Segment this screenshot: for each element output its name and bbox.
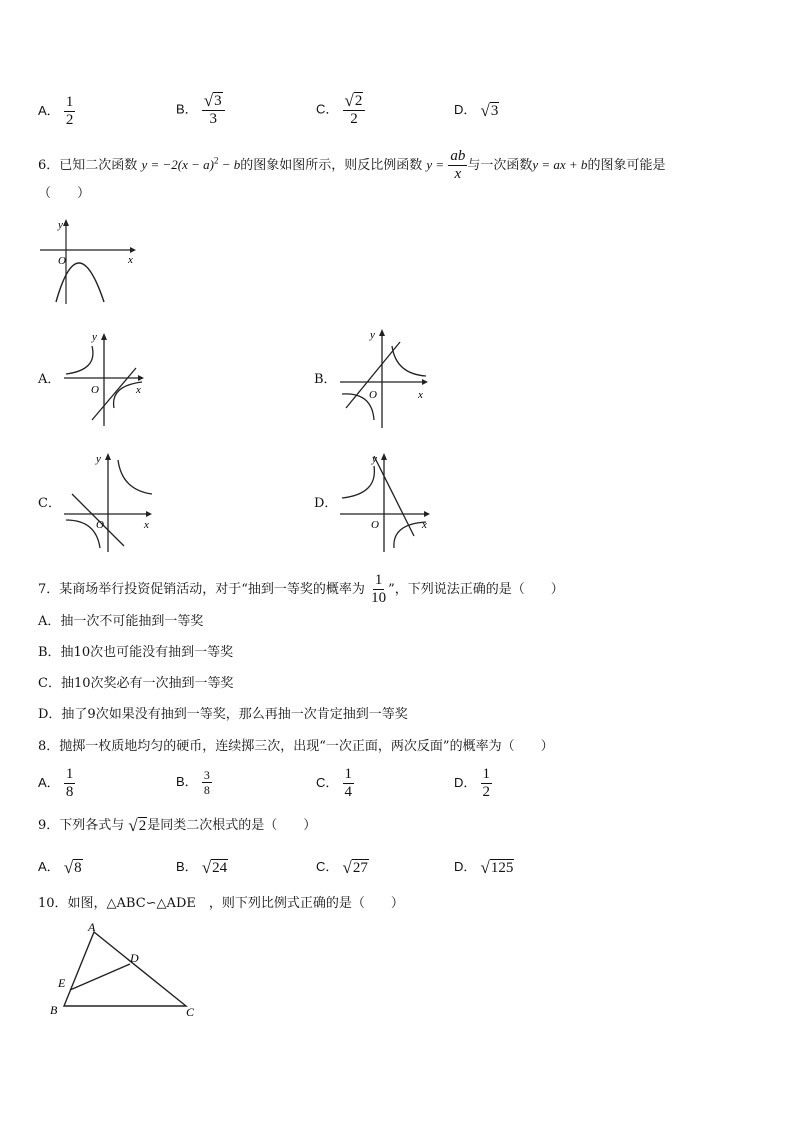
q5-option-d: D． √ 3 (454, 100, 499, 120)
q6-option-d-graph (338, 450, 434, 554)
fraction: √ 2 2 (343, 92, 366, 128)
q6-stem: 6．已知二次函数 $y = -2(x - a)^2 - b$的图象如图所示，则反比例函数 y = $\frac{ab}{x}$ 与一次函数y = ax + b的图象可能是 (38, 148, 666, 182)
triangle-figure (44, 920, 208, 1022)
point-c-label: C (186, 1005, 195, 1019)
q9-option-c: C． √ 27 (316, 857, 368, 877)
origin-label: O (369, 389, 377, 401)
axis-y-label: y (96, 453, 101, 465)
q6-option-c-label: C． (38, 496, 61, 511)
q9-option-d: D． √ 125 (454, 857, 514, 877)
q5-option-b: B． √ 3 3 (176, 92, 225, 128)
q8-option-b: B． $\frac{3}{8}$ (176, 768, 210, 797)
q8-option-a: A． $\frac{1}{8}$ (38, 766, 74, 800)
radical: √ 8 (63, 857, 82, 877)
radical: √ 3 (480, 100, 499, 120)
fraction: $\frac{ab}{x}$ (450, 148, 466, 182)
axis-x-label: x (136, 384, 141, 396)
q9-option-b: B． √ 24 (176, 857, 228, 877)
point-e-label: E (58, 976, 66, 990)
axis-x-label: x (144, 519, 149, 531)
q8-stem: 8．抛掷一枚质地均匀的硬币，连续掷三次，出现“一次正面，两次反面”的概率为（ ） (38, 739, 554, 754)
q7-option-d: D．抽了9次如果没有抽到一等奖，那么再抽一次肯定抽到一等奖 (38, 707, 408, 722)
q6-option-c-graph (62, 450, 158, 554)
origin-label: O (91, 384, 99, 396)
point-b-label: B (50, 1003, 58, 1017)
q7-stem: 7．某商场举行投资促销活动，对于“抽到一等奖的概率为 $\frac{1}{10}$ ”，下列说法正确的是（ ） (38, 572, 564, 606)
q7-option-c: C．抽10次奖必有一次抽到一等奖 (38, 676, 234, 691)
origin-label: O (58, 255, 66, 267)
fraction: $\frac{1}{4}$ (344, 766, 353, 800)
q9-stem: 9．下列各式与 √ 2 是同类二次根式的是（ ） (38, 815, 317, 835)
q9-option-a: A． √ 8 (38, 857, 82, 877)
fraction: $\frac{1}{2}$ (482, 766, 491, 800)
q6-option-b-graph (338, 326, 430, 430)
point-a-label: A (88, 920, 96, 934)
q8-option-d: D． $\frac{1}{2}$ (454, 766, 491, 800)
q6-option-a-graph (62, 330, 152, 428)
axis-x-label: x (418, 389, 423, 401)
radical: √ 24 (201, 857, 228, 877)
q6-option-a-label: A． (38, 372, 61, 387)
fraction: $\frac{1}{8}$ (65, 766, 74, 800)
q8-option-c: C． $\frac{1}{4}$ (316, 766, 353, 800)
axis-y-label: y (92, 331, 97, 343)
point-d-label: D (130, 951, 139, 965)
radical: √ 27 (342, 857, 368, 877)
q6-answer-paren: （ ） (38, 186, 91, 201)
q5-option-a: A． $\frac{1}{2}$ (38, 94, 74, 128)
axis-y-label: y (58, 219, 63, 231)
q7-option-b: B．抽10次也可能没有抽到一等奖 (38, 645, 234, 660)
radical: √ 2 (128, 815, 147, 835)
q7-option-a: A．抽一次不可能抽到一等奖 (38, 614, 204, 629)
q10-stem: 10．如图，△ABC∽△ADE ，则下列比例式正确的是（ ） (38, 896, 404, 911)
fraction: $\frac{1}{2}$ (65, 94, 74, 128)
axis-y-label: y (370, 329, 375, 341)
q6-option-b-label: B． (314, 372, 337, 387)
axis-y-label: y (372, 453, 377, 465)
fraction: √ 3 3 (202, 92, 225, 128)
q6-option-d-label: D． (314, 496, 338, 511)
origin-label: O (96, 519, 104, 531)
fraction: $\frac{3}{8}$ (203, 768, 210, 797)
radical: √ 125 (480, 857, 514, 877)
fraction: $\frac{1}{10}$ (371, 572, 387, 606)
q5-option-c: C． √ 2 2 (316, 92, 365, 128)
axis-x-label: x (422, 519, 427, 531)
axis-x-label: x (128, 254, 133, 266)
parabola-figure (38, 214, 138, 306)
origin-label: O (371, 519, 379, 531)
